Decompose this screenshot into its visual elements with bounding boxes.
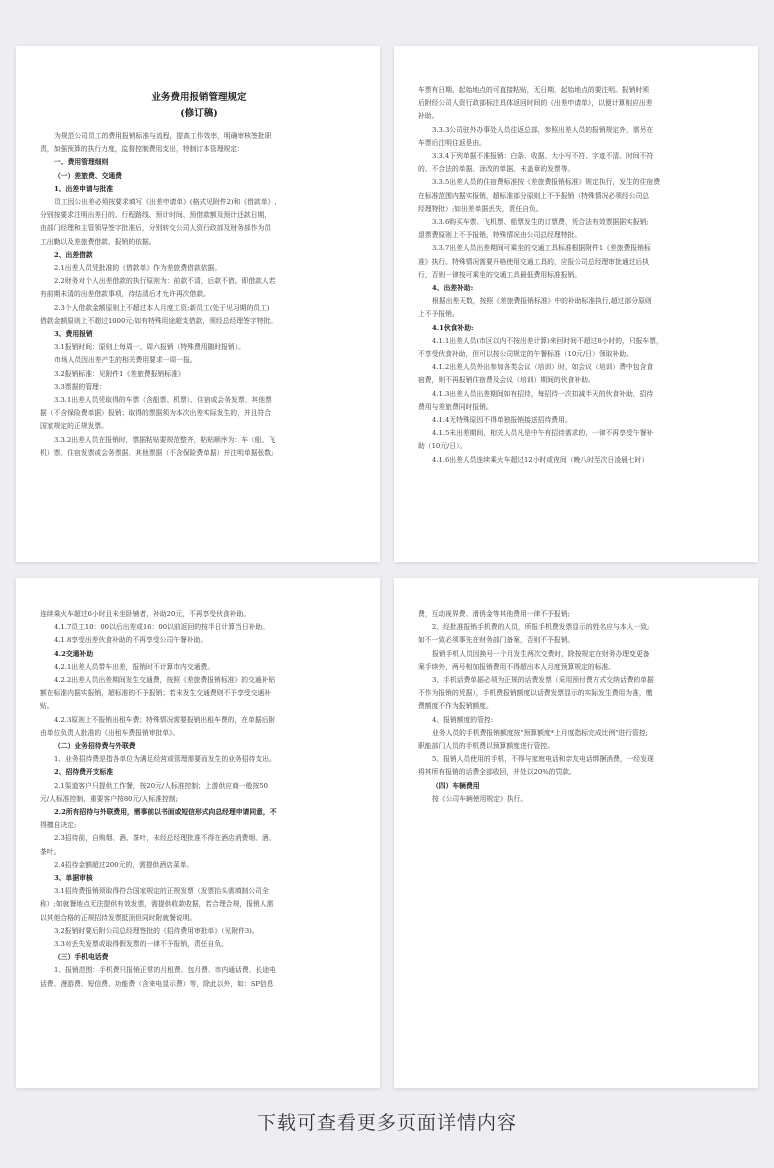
paragraph-line: 得擅自决定; [40,821,77,830]
document-title: 业务费用报销管理规定 [151,92,247,103]
paragraph-line: 上不予报销。 [418,310,459,319]
paragraph-line: 3.3.2出差人员在报销时，票据粘贴要规范整齐，粘贴顺序为：车（船、飞 [54,435,276,444]
paragraph-line: 国家规定的正规发票。 [40,422,108,431]
paragraph-line: 借款金额原则上不超过1000元;如有特殊用途超支借款，须经总经理签字特批。 [40,316,278,325]
paragraph-line: 有前期未清的出差借款事项，待结清后才允许再次借款。 [40,290,210,299]
paragraph-line: 由单位负责人批准的《出租车费报销审批单》。 [40,728,180,737]
paragraph-line: 5、报销人员使用的手机，不得与家庭电话和亲友电话绑捆消费，一经发现 [432,755,654,764]
paragraph-line: 2.2财务对个人出差借款的执行原则为：前款不清，后款不借。即借款人若 [54,277,276,286]
paragraph-line: 额在标准内据实报销，超标准的不予报销；若未发生交通费则不予享受交通补 [40,689,272,698]
paragraph-line: 3.3.6购买车票、飞机票、船票发生的订票费，凭合法有效票据据实报销; [432,218,649,227]
document-page-2 [394,46,758,562]
paragraph-line: 责，加强预算的执行力度，监督控制费用支出，特制订本管理规定： [40,145,244,154]
paragraph-line: 按《公司车辆使用规定》执行。 [432,794,528,803]
section-heading: 2、招待费开支标准 [54,768,114,777]
section-heading: 3、费用报销 [54,330,93,339]
paragraph-line: 分别按要求注明出差日的、行程路线、预计时间、预借款额及预计还款日期， [40,211,272,220]
section-heading: 4、出差补助: [432,284,474,293]
page-4-body [418,608,736,806]
paragraph-line: 4.2.3原则上不报销出租车费；特殊情况需要报销出租车费的，在单据后附 [54,715,276,724]
paragraph-line: 费用与差旅费同时报销。 [418,402,493,411]
paragraph-line: 4.2.1出差人员带车出差，报销时不计算市内交通费。 [54,662,215,671]
paragraph-line: 如不一致必须事先在财务部门备案，否则不予报销。 [418,636,575,645]
page-3-body [40,608,358,991]
section-heading: 4.1伙食补助: [432,323,474,332]
paragraph-line: 工出勤以及差旅费借款、报销的依据。 [40,237,156,246]
paragraph-line: 3.3.5出差人员的住宿费标准按《差旅费报销标准》规定执行，发生的住宿费 [432,178,660,187]
section-heading: （二）业务招待费与外联费 [54,742,136,751]
paragraph-line: 3.1招待费报销须取得符合国家规定的正规发票（发票抬头需填制公司全 [54,887,269,896]
paragraph-line: 后附经公司人资行政部标注具体返回时间的《出差申请单》，以便计算相应出差 [418,99,653,108]
paragraph-line: 2.1出差人员凭批准的《借款单》作为差旅费借款依据。 [54,264,222,273]
paragraph-line: 3.3.7出差人员出差期间可乘坐的交通工具标准根据附件1《差旅费报销标 [432,244,651,253]
page-2-body [418,84,736,467]
paragraph-line: 的、不合法的单据、涂改的单据、未盖章的发票等。 [418,165,575,174]
section-heading: （一）差旅费、交通费 [54,171,122,180]
section-heading: 4.2交通补助 [54,649,94,658]
paragraph-line: 将其所有报销的话费全部收回，并处以20%的罚款。 [418,768,576,777]
paragraph-line: 退票费原则上不予报销，特殊情况由公司总经理特批。 [418,231,582,240]
paragraph-line: 茶叶。 [40,847,61,856]
paragraph-line: 经理特批）;如出差单据丢失，责任自负。 [418,204,543,213]
paragraph-line: 4.1.7员工10：00以后出差或16：00以前返回的按半日计算当日补助。 [54,623,270,632]
document-page-1 [16,46,380,562]
paragraph-line: 3.2报销时要后附公司总经理签批的《招待费用审批单》（见附件3)。 [54,926,259,935]
section-heading: 3、单据审核 [54,874,93,883]
paragraph-line: 4.1.8享受出差伙食补助的不再享受公司午餐补助。 [54,636,208,645]
paragraph-line: 1、报销范围：手机费只报销正常的月租费、包月费、市内通话费、长途电 [54,966,276,975]
paragraph-line: 3.3票据的管理： [54,382,106,391]
paragraph-line: 话费、漫游费、短信费、功能费（含来电显示费）等，除此以外，如：SP信息 [40,979,274,988]
paragraph-line: 4.1.2出差人员外出参加各类会议（培训）时，如会议（培训）费中包含食 [432,363,654,372]
paragraph-line: 在标准范围内据实报销，超标准部分原则上不予报销（特殊情况必须经公司总 [418,191,650,200]
paragraph-line: 行，否则一律按可乘坐的交通工具最低费用标准报销。 [418,270,582,279]
paragraph-line: 根据出差天数，按照《差旅费报销标准》中的补助标准执行,超过部分原则 [432,297,652,306]
paragraph-line: 2.1渠道客户只提供工作餐，按20元/人标准控制；上游供应商一般按50 [54,781,268,790]
paragraph-line: 2.4招待金额超过200元的，需提供酒店菜单。 [54,860,194,869]
paragraph-line: 1、业务招待费是指各单位为满足经营或管理需要而发生的业务招待支出。 [54,755,276,764]
document-page-4 [394,578,758,1088]
paragraph-line: 以其他合格的正规招待发票抵顶但同时附就餐说明。 [40,913,197,922]
paragraph-line: 由部门经理和主管领导签字批准后，分别转交公司人资行政部及财务部作为员 [40,224,272,233]
paragraph-line: 不作为报销的凭据），手机费报销额度以话费发票显示的实际发生费用为准，缴 [418,689,653,698]
paragraph-line: 市场人员因出差产生的相关费用要求一周一报。 [54,356,197,365]
paragraph-line: 3.3.4下列单据不准报销：白条、收据、大小写不符、字迹不清、时间不符 [432,152,654,161]
paragraph-line: 4.1.1出差人员(市区以内不按出差计算)来回时间不超过8小时的，只报车票， [432,336,663,345]
paragraph-line: 4.1.3出差人员出差期间如有招待，每招待一次扣减半天的伙食补助，招待 [432,389,654,398]
paragraph-line: 2、经批准报销手机费的人员，所报手机费发票显示的姓名应与本人一致; [432,623,650,632]
paragraph-line: 3.3对丢失发票或取得假发票的一律不予报销，责任自负。 [54,940,228,949]
paragraph-line: 员工因公出差必须按要求填写《出差申请单》(格式见附件2)和《借款单》, [54,198,277,207]
paragraph-line: 案手续外，两号相加报销费用不得超出本人月度预算规定的标准。 [418,662,616,671]
paragraph-line: 费，互动视界费、滑俏金等其他费用一律不予报销; [418,610,570,618]
paragraph-line: 连续乘火车超过6小时且未坐卧铺者，补助20元，不再享受伙食补助。 [40,610,251,618]
paragraph-line: 贴。 [40,702,54,711]
paragraph-line: 报销手机人员因换号一个月发生两次交费时，除按规定在财务办理变更备 [432,649,650,658]
section-heading: 1、出差申请与批准 [54,184,114,193]
paragraph-line: 准》执行。特殊情况需要升格使用交通工具的，应报公司总经理审批通过后执 [418,257,650,266]
paragraph-line: 车票有日期、起始地点的可直接粘贴，无日期、起始地点的要注明。报销时须 [418,86,650,94]
document-page-3 [16,578,380,1088]
paragraph-line: 为规范公司员工的费用报销标准与流程，提高工作效率，明确审核签批职 [54,132,272,140]
paragraph-line: 业务人员的手机费报销额度按"预算额度*上月度指标完成比例"进行管控; [432,728,648,737]
paragraph-line: 车票后注明往返是由。 [418,138,486,147]
paragraph-line: 2.3招待前，自购烟、酒、茶叶，未经总经理批准不得在酒店消费烟、酒、 [54,834,276,843]
paragraph-line: 补助。 [418,112,439,121]
paragraph-line: 4.1.6出差人员连续乘火车超过12小时或夜间（晚八时至次日凌晨七时） [432,455,649,464]
document-subtitle: (修订稿) [180,108,218,119]
paragraph-line: 4.1.5未出差期间，相关人员凡是中午有招待需求的，一律不再享受午餐补 [432,429,654,438]
paragraph-line: 3.1报销时间：原则上每周一、周六报销（特殊费用随时报销）。 [54,343,245,352]
paragraph-line: 助（10元/日）。 [418,442,467,451]
paragraph-line: 3.2报销标准：见附件1《差旅费报销标准》 [54,369,185,378]
paragraph-line: 不享受伙食补助，但可以按公司规定的午餐标准（10元/日）领取补助。 [418,350,633,359]
paragraph-line: 费额度不作为报销额度。 [418,702,493,711]
paragraph-line: 机）票、住宿发票或会务票据、其他票据（不含保险费单据）并注明单据张数; [40,448,274,457]
paragraph-line: 4.1.4无特殊原因不得单独报销接送招待费用。 [432,416,572,425]
section-heading: 一、费用管理细则 [54,158,109,167]
page-1-body [40,130,358,460]
section-heading: 2.2所有招待与外联费用，需事前以书面或短信形式向总经理申请同意，不 [54,808,277,817]
section-heading: （四）车辆费用 [432,781,480,790]
paragraph-line: 3.3.1出差人员凭取得的车票（含船票、机票）、住宿或会务发票、其他票 [54,396,272,405]
paragraph-line: 职能部门人员的手机费以预算额度进行管控。 [418,742,554,751]
paragraph-line: 称）;如就餐地点无法提供有效发票，需提供收款收据，若合理合规，报销人需 [40,900,274,909]
download-more-prompt[interactable]: 下载可查看更多页面详情内容 [256,1112,517,1134]
section-heading: （三）手机电话费 [54,953,109,962]
paragraph-line: 3、手机话费单据必须为正规的话费发票（采用预付费方式交纳话费的单据 [432,676,654,685]
paragraph-line: 2.3个人借款金额原则上不超过本人月度工资;新员工(处于见习期的员工) [54,303,270,312]
paragraph-line: 4.2.2出差人员出差期间发生交通费，按照《差旅费报销标准》的交通补贴 [54,676,276,685]
paragraph-line: 4、报销额度的管控: [432,715,493,724]
paragraph-line: 据（不含保险费单据）报销；取得的票据须为本次出差实际发生的，并且符合 [40,409,272,418]
paragraph-line: 元/人标准控制，重要客户按80元/人标准控制; [40,794,178,803]
section-heading: 2、出差借款 [54,250,93,259]
paragraph-line: 宿费，则不再报销住宿费及会议（培训）期间的伙食补助。 [418,376,595,385]
paragraph-line: 3.3.3公司驻外办事处人员往返总部，参照出差人员的报销规定外，需另在 [432,125,654,134]
